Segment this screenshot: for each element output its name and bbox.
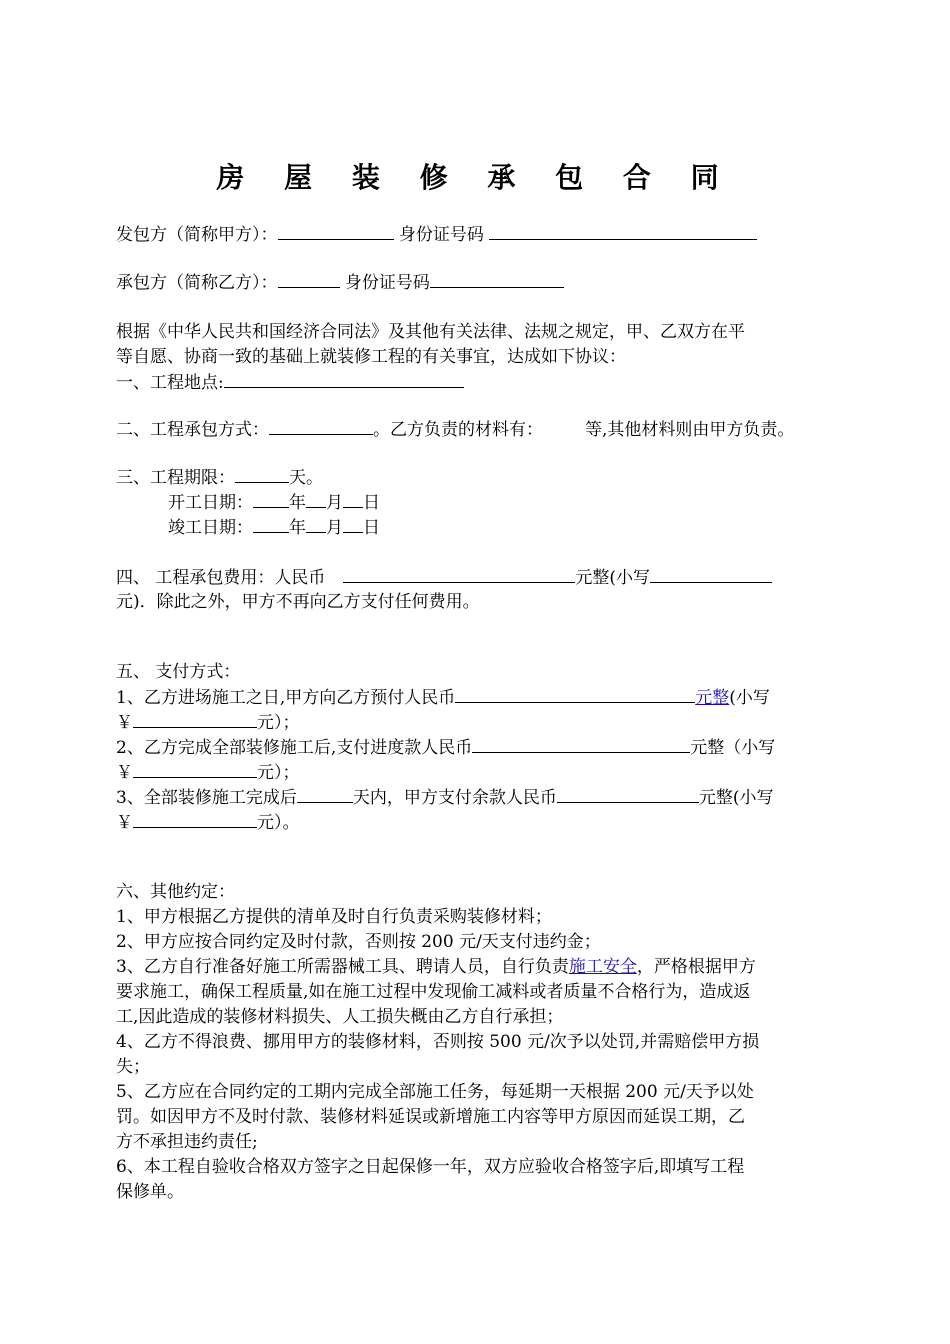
end-day-blank[interactable] (343, 515, 363, 533)
fee-small-blank[interactable] (650, 565, 772, 583)
payment-2-tail: 元整（小写 (690, 738, 776, 758)
start-date-label: 开工日期： (168, 493, 253, 513)
term-line-12: 保修单。 (116, 1182, 184, 1202)
end-month-blank[interactable] (306, 515, 326, 533)
term-line-5: 工,因此造成的装修材料损失、人工损失概由乙方自行承担； (116, 1007, 564, 1027)
yen-sign: ￥ (116, 763, 133, 783)
duration-label: 三、工程期限： (116, 468, 235, 488)
party-a-id-label: 身份证号码 (398, 225, 484, 245)
party-b-name-blank[interactable] (278, 270, 340, 288)
start-date-line (168, 490, 380, 516)
party-a-name-blank[interactable] (278, 222, 394, 240)
payment-3-amount-blank[interactable] (557, 785, 699, 803)
payment-item-2-text: 2、乙方完成全部装修施工后,支付进度款人民币 (116, 738, 473, 758)
section-other-terms: 六、其他约定： (116, 882, 235, 902)
payment-item-2 (116, 735, 775, 761)
payment-item-1 (116, 685, 770, 711)
preamble-line-2: 等自愿、协商一致的基础上就装修工程的有关事宜，达成如下协议： (116, 347, 626, 367)
payment-1-small-blank[interactable] (133, 710, 257, 728)
end-date-line (168, 515, 380, 541)
day-text: 日 (363, 518, 380, 538)
term-line-11: 6、本工程自验收合格双方签字之日起保修一年，双方应验收合格签字后,即填写工程 (116, 1157, 745, 1177)
payment-1-amount-blank[interactable] (455, 685, 695, 703)
section-payment: 五、 支付方式： (116, 662, 241, 682)
end-year-blank[interactable] (253, 515, 289, 533)
close-yuan: 元）； (257, 713, 300, 733)
payment-item-2-line-2 (116, 760, 300, 786)
payment-2-amount-blank[interactable] (472, 735, 690, 753)
party-a-label: 发包方（简称甲方）： (116, 225, 278, 245)
location-label: 一、工程地点: (116, 373, 224, 393)
duration-days-blank[interactable] (235, 465, 289, 483)
term-line-3 (116, 955, 756, 980)
term-line-6: 4、乙方不得浪费、挪用甲方的装修材料，否则按 500 元/次予以处罚,并需赔偿甲方损 (116, 1032, 760, 1052)
payment-item-1-line-2 (116, 710, 300, 736)
start-day-blank[interactable] (343, 490, 363, 508)
party-b-line (116, 270, 564, 296)
section-contract-method (116, 417, 794, 443)
close-yuan-final: 元）。 (257, 813, 300, 833)
day-text: 日 (363, 493, 380, 513)
duration-unit: 天。 (289, 468, 323, 488)
payment-3-small-blank[interactable] (133, 810, 257, 828)
method-blank[interactable] (269, 417, 373, 435)
section-location (116, 370, 464, 396)
year-text: 年 (289, 493, 306, 513)
party-b-label: 承包方（简称乙方）： (116, 273, 278, 293)
term-line-9: 罚。如因甲方不及时付款、装修材料延误或新增施工内容等甲方原因而延误工期，乙 (116, 1107, 745, 1127)
location-blank[interactable] (224, 370, 464, 388)
construction-safety-link[interactable]: 施工安全 (568, 957, 637, 977)
materials-tail: 等,其他材料则由甲方负责。 (585, 420, 795, 440)
month-text: 月 (326, 518, 343, 538)
term-line-4: 要求施工，确保工程质量,如在施工过程中发现偷工减料或者质量不合格行为，造成返 (116, 982, 751, 1002)
document-title: 房 屋 装 修 承 包 合 同 (216, 161, 734, 194)
party-b-id-blank[interactable] (430, 270, 564, 288)
party-a-id-blank[interactable] (489, 222, 757, 240)
payment-item-3 (116, 785, 773, 811)
yen-sign: ￥ (116, 713, 133, 733)
fee-mid: 元整(小写 (575, 568, 651, 588)
yen-sign: ￥ (116, 813, 133, 833)
payment-item-1-text: 1、乙方进场施工之日,甲方向乙方预付人民币 (116, 688, 456, 708)
payment-3-tail: 元整(小写 (698, 788, 774, 808)
close-yuan: 元）； (257, 763, 300, 783)
method-label: 二、工程承包方式： (116, 420, 269, 440)
section-duration (116, 465, 323, 491)
term-line-7: 失； (116, 1057, 150, 1077)
fee-amount-blank[interactable] (343, 565, 575, 583)
payment-1-link[interactable]: 元整 (695, 688, 730, 708)
term-line-10: 方不承担违约责任; (116, 1132, 258, 1152)
fee-line-2: 元)．除此之外，甲方不再向乙方支付任何费用。 (116, 592, 480, 612)
party-a-line (116, 222, 757, 248)
term-3-text: 3、乙方自行准备好施工所需器械工具、聘请人员，自行负责 (116, 957, 569, 977)
payment-item-3-text: 3、全部装修施工完成后 (116, 788, 297, 808)
payment-item-3-line-2 (116, 810, 300, 836)
fee-label: 四、 工程承包费用：人民币 (116, 568, 326, 588)
start-year-blank[interactable] (253, 490, 289, 508)
year-text: 年 (289, 518, 306, 538)
term-line-1: 1、甲方根据乙方提供的清单及时自行负责采购装修材料； (116, 907, 552, 927)
term-line-8: 5、乙方应在合同约定的工期内完成全部施工任务，每延期一天根据 200 元/天予以处 (116, 1082, 754, 1102)
materials-label: 。乙方负责的材料有： (373, 420, 543, 440)
term-3-tail: ，严格根据甲方 (636, 957, 756, 977)
end-date-label: 竣工日期： (168, 518, 253, 538)
month-text: 月 (326, 493, 343, 513)
preamble-line-1: 根据《中华人民共和国经济合同法》及其他有关法律、法规之规定，甲、乙双方在平 (116, 322, 745, 342)
payment-1-tail: (小写 (729, 688, 770, 708)
payment-item-3-mid: 天内，甲方支付余款人民币 (352, 788, 557, 808)
payment-3-days-blank[interactable] (297, 785, 353, 803)
section-fee (116, 565, 772, 591)
party-b-id-label: 身份证号码 (344, 273, 430, 293)
term-line-2: 2、甲方应按合同约定及时付款，否则按 200 元/天支付违约金； (116, 932, 601, 952)
payment-2-small-blank[interactable] (133, 760, 257, 778)
start-month-blank[interactable] (306, 490, 326, 508)
